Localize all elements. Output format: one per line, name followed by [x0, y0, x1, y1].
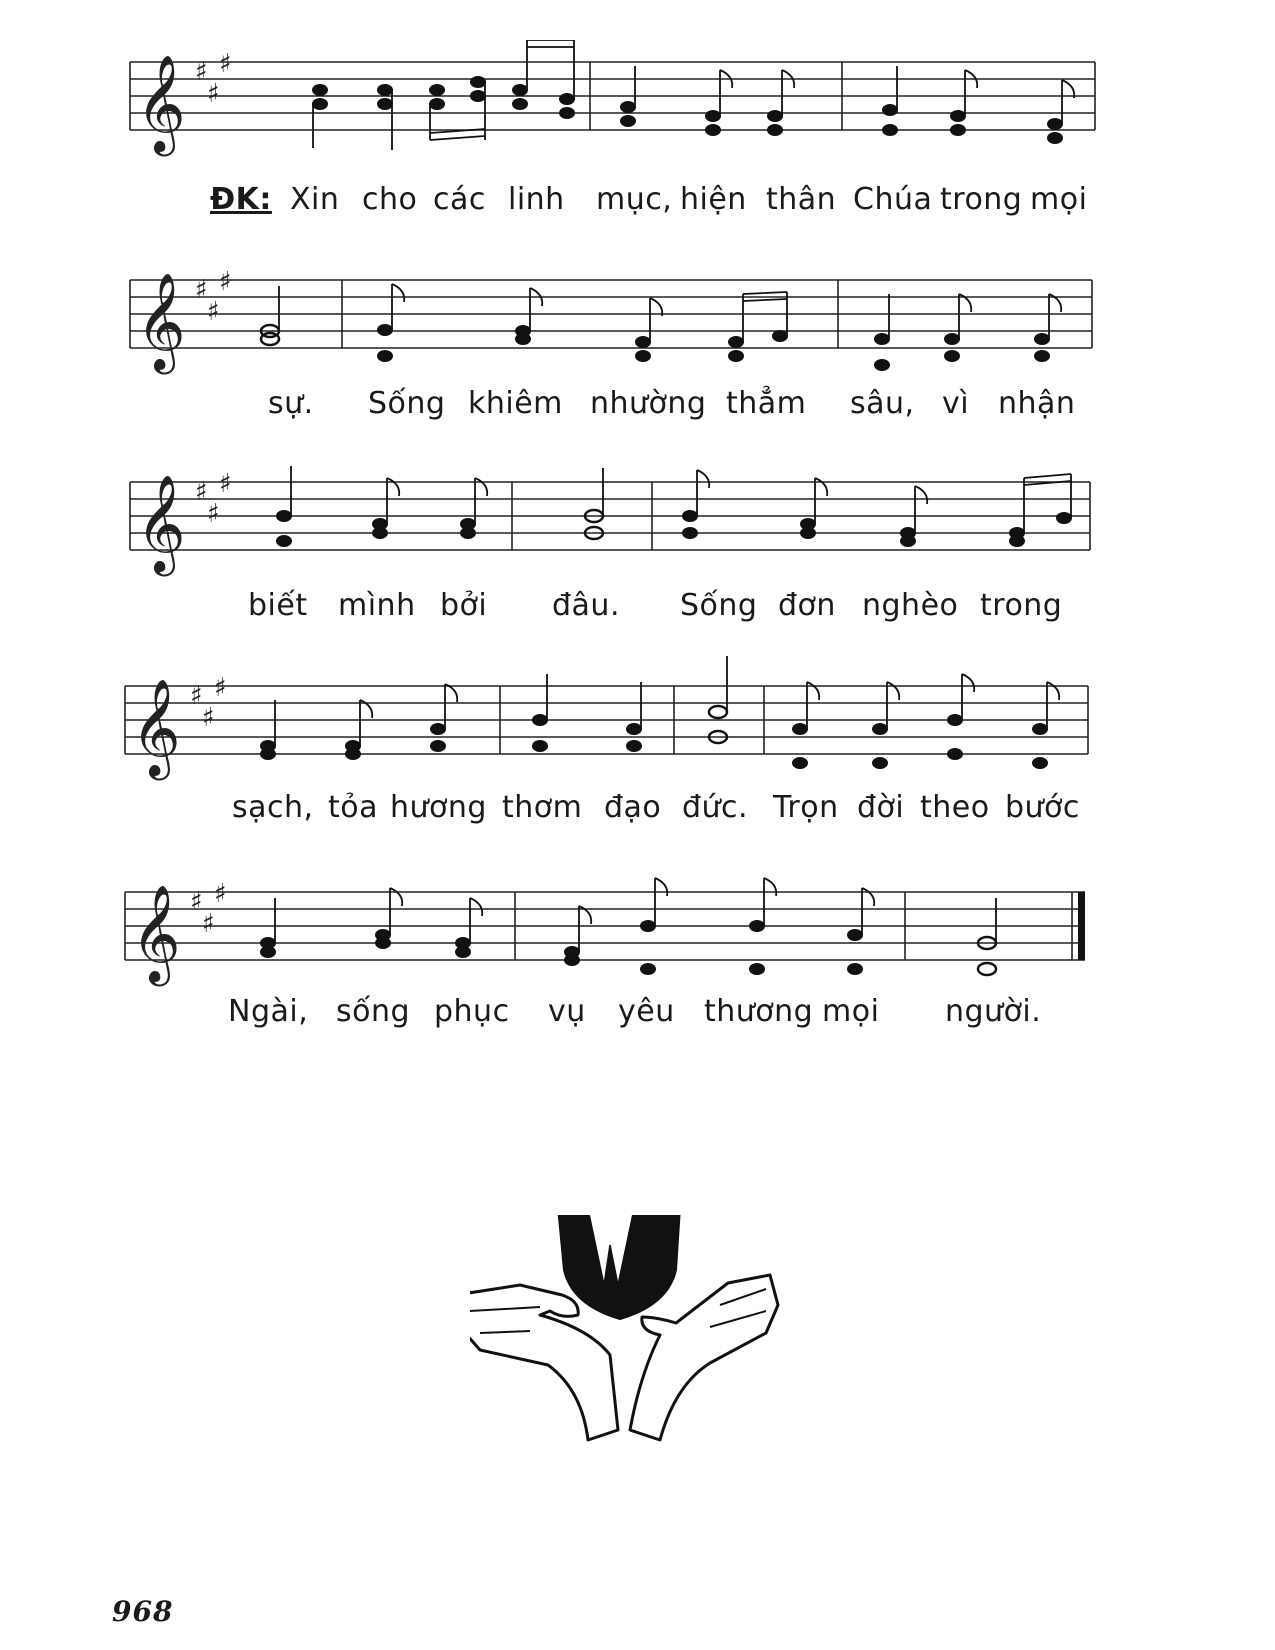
- lyric-syllable: Chúa: [853, 182, 933, 217]
- staff-4: [0, 652, 1275, 802]
- treble-clef-icon: 𝄞: [136, 272, 186, 370]
- lyric-syllable: người.: [945, 994, 1042, 1029]
- lyric-syllable: nhường: [590, 386, 707, 421]
- svg-text:♯: ♯: [219, 49, 232, 79]
- lyric-syllable: đức.: [682, 790, 749, 825]
- staff-2: [0, 258, 1275, 398]
- svg-text:♯: ♯: [195, 477, 208, 507]
- lyric-syllable: Xin: [290, 182, 340, 217]
- lyric-syllable: thân: [766, 182, 837, 217]
- lyric-syllable: thương: [704, 994, 814, 1029]
- lyric-syllable: yêu: [618, 994, 675, 1029]
- lyric-syllable: mình: [338, 588, 416, 623]
- lyric-syllable: Sống: [680, 588, 758, 623]
- lyric-syllable: đâu.: [552, 588, 620, 623]
- staff-5: [0, 858, 1275, 1008]
- lyric-syllable: sâu,: [850, 386, 915, 421]
- lyric-syllable: sạch,: [232, 790, 314, 825]
- lyric-syllable: mọi: [1030, 182, 1088, 217]
- lyric-syllable: linh: [508, 182, 565, 217]
- lyric-syllable: vì: [942, 386, 970, 421]
- lyrics-line-2: [0, 386, 1275, 426]
- lyric-syllable: đời: [857, 790, 905, 825]
- lyric-syllable: các: [433, 182, 486, 217]
- lyric-syllable: thơm: [502, 790, 583, 825]
- lyric-syllable: nhận: [998, 386, 1076, 421]
- svg-text:♯: ♯: [202, 909, 215, 939]
- lyric-syllable: Ngài,: [228, 994, 309, 1029]
- lyric-syllable: nghèo: [862, 588, 959, 623]
- lyric-syllable: vụ: [548, 994, 586, 1029]
- chalice-hands-icon: [470, 1215, 790, 1455]
- lyric-syllable: Sống: [368, 386, 446, 421]
- svg-text:♯: ♯: [190, 681, 203, 711]
- final-barline: [1078, 892, 1085, 960]
- treble-clef-icon: 𝄞: [131, 884, 181, 982]
- lyric-syllable: tỏa: [328, 790, 379, 825]
- svg-text:♯: ♯: [214, 673, 227, 703]
- lyric-syllable: đạo: [604, 790, 662, 825]
- lyric-syllable: phục: [434, 994, 510, 1029]
- lyrics-line-4: [0, 790, 1275, 830]
- svg-text:♯: ♯: [195, 57, 208, 87]
- lyric-syllable: Trọn: [773, 790, 839, 825]
- lyric-syllable: mọi: [822, 994, 880, 1029]
- notes-1: [312, 76, 1063, 144]
- svg-text:♯: ♯: [195, 275, 208, 305]
- svg-text:♯: ♯: [207, 499, 220, 529]
- lyric-syllable: khiêm: [468, 386, 563, 421]
- lyric-syllable: mục,: [596, 182, 673, 217]
- lyric-syllable: hương: [390, 790, 487, 825]
- svg-text:♯: ♯: [207, 79, 220, 109]
- lyric-syllable: bởi: [440, 588, 488, 623]
- lyric-syllable: trong: [980, 588, 1063, 623]
- lyric-syllable: thẳm: [726, 386, 807, 421]
- lyrics-line-1: [0, 182, 1275, 222]
- lyric-syllable: biết: [248, 588, 308, 623]
- svg-text:♯: ♯: [190, 887, 203, 917]
- treble-clef-icon: 𝄞: [136, 474, 186, 572]
- lyric-syllable: theo: [920, 790, 990, 825]
- svg-text:♯: ♯: [214, 879, 227, 909]
- svg-text:♯: ♯: [207, 297, 220, 327]
- staff-3: [0, 460, 1275, 600]
- lyric-syllable: sự.: [268, 386, 314, 421]
- svg-text:♯: ♯: [219, 267, 232, 297]
- lyric-syllable: bước: [1005, 790, 1080, 825]
- svg-text:♯: ♯: [219, 469, 232, 499]
- lyrics-line-3: [0, 588, 1275, 628]
- lyric-syllable: trong: [940, 182, 1023, 217]
- lyric-syllable: cho: [362, 182, 418, 217]
- treble-clef-icon: 𝄞: [136, 54, 186, 152]
- refrain-label: ĐK:: [210, 182, 272, 217]
- lyric-syllable: sống: [336, 994, 411, 1029]
- page-number: 968: [112, 1595, 174, 1628]
- lyrics-line-5: [0, 994, 1275, 1034]
- lyric-syllable: hiện: [680, 182, 747, 217]
- lyric-syllable: đơn: [778, 588, 836, 623]
- svg-text:♯: ♯: [202, 703, 215, 733]
- treble-clef-icon: 𝄞: [131, 678, 181, 776]
- refrain-label-line: [210, 182, 294, 217]
